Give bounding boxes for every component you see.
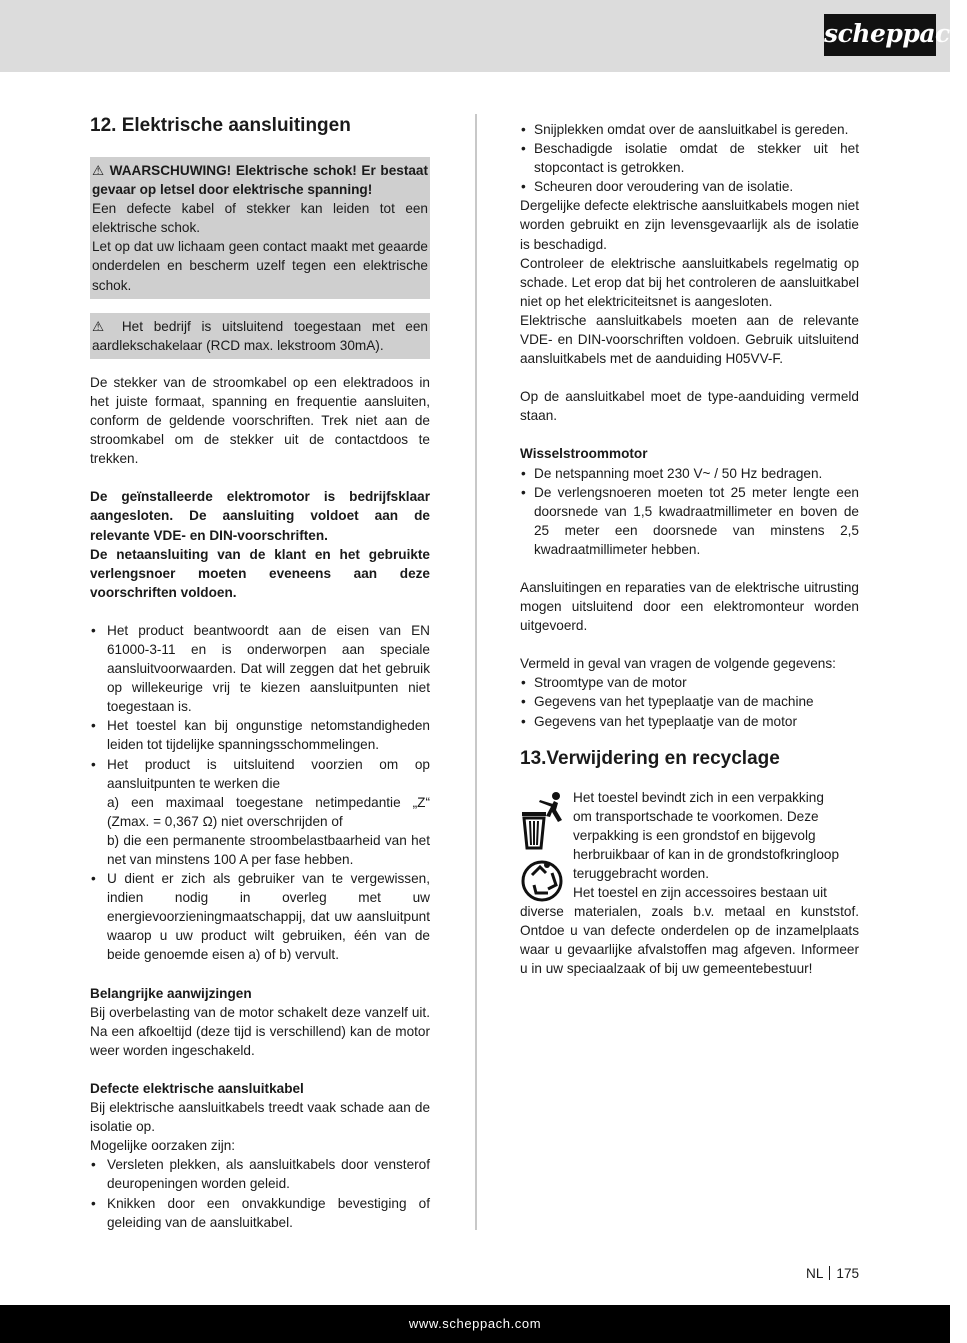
warning-box-electric-shock bbox=[90, 157, 430, 299]
warning-rcd-text: ⚠ Het bedrijf is uitsluitend toegestaan met een aardlekschakelaar (RCD max. lekstroom 30mA). bbox=[92, 318, 428, 353]
list-item: • Het product is uitsluitend voorzien om op aansluitpunten te werken die a) een maximaal toegestane netimpedantie „Z“ (Zmax. = 0,367 Ω) niet overschrijden of b) die een permanente stroombelastbaarheid van het net van minstens 100 A per fase hebben. bbox=[90, 755, 430, 870]
recycling-block bbox=[520, 788, 859, 979]
trash-bin-icon bbox=[520, 790, 566, 850]
section-title-recycling: 13.Verwijdering en recyclage bbox=[520, 747, 780, 769]
list-item: • Stroomtype van de motor bbox=[520, 673, 859, 692]
recycle-icon bbox=[520, 859, 566, 903]
causes-list-continued bbox=[520, 120, 859, 196]
section-title-electrical: 12. Elektrische aansluitingen bbox=[90, 115, 351, 136]
paragraph-causes: Mogelijke oorzaken zijn: bbox=[90, 1138, 236, 1154]
paragraph-cable-damage: Bij elektrische aansluitkabels treedt vaak schade aan de isolatie op. bbox=[90, 1100, 430, 1135]
recycle-line: herbruikbaar of kan in de grondstofkringloop bbox=[573, 846, 840, 862]
left-column bbox=[90, 114, 430, 1232]
website-url: www.scheppach.com bbox=[408, 1316, 542, 1331]
list-item: • Versleten plekken, als aansluitkabels door vensterof deuropeningen worden geleid. bbox=[90, 1155, 430, 1193]
page-number-value: 175 bbox=[836, 1266, 860, 1281]
subheading-ac-motor: Wisselstroommotor bbox=[520, 446, 648, 462]
list-item: • Knikken door een onvakkundige bevestiging of geleiding van de aansluitkabel. bbox=[90, 1194, 430, 1232]
motor-list bbox=[520, 464, 859, 559]
column-divider bbox=[475, 114, 477, 1230]
paragraph-info: Vermeld in geval van vragen de volgende gegevens: bbox=[520, 656, 836, 672]
list-item: • U dient er zich als gebruiker van te vergewissen, indien nodig in overleg met uw energievoorzieningmaatschappij, dat uw aansluitpunt waarop u uw product wilt gebruiken, één van de beide genoemde eisen a) of b) vervult. bbox=[90, 869, 430, 964]
condition-a: a) een maximaal toegestane netimpedantie „Z“ (Zmax. = 0,367 Ω) niet overschrijden of bbox=[107, 794, 430, 829]
subheading-defective-cable: Defecte elektrische aansluitkabel bbox=[90, 1080, 304, 1096]
list-item: • De verlengsnoeren moeten tot 25 meter lengte een doorsnede van 1,5 kwadraatmillimeter en boven de 25 meter een doorsnede van minstens 2,5 kwadraatmillimeter hebben. bbox=[520, 483, 859, 559]
info-list bbox=[520, 673, 859, 730]
recycle-line: verpakking is een grondstof en bijgevolg bbox=[573, 827, 816, 843]
recycle-line: teruggebracht worden. bbox=[573, 866, 710, 881]
header-bar bbox=[0, 0, 967, 72]
paragraph-dangerous: Dergelijke defecte elektrische aansluitkabels mogen niet worden gebruikt en zijn levensgevaarlijk als de isolatie is beschadigd. bbox=[520, 198, 859, 252]
warning-heading: ⚠ WAARSCHUWING! Elektrische schok! Er bestaat gevaar op letsel door elektrische spanning! bbox=[92, 163, 428, 198]
recycle-line: Het toestel bevindt zich in een verpakking bbox=[573, 789, 824, 805]
recycle-line: om transportschade te voorkomen. Deze bbox=[573, 808, 819, 824]
causes-list bbox=[90, 1155, 430, 1231]
recycle-line: Het toestel en zijn accessoires bestaan uit bbox=[573, 885, 827, 901]
warning-box-rcd bbox=[90, 313, 430, 359]
list-item: • Scheuren door veroudering van de isolatie. bbox=[520, 177, 859, 196]
list-item: • De netspanning moet 230 V~ / 50 Hz bedragen. bbox=[520, 464, 859, 483]
bold-paragraph-customer: De netaansluiting van de klant en het gebruikte verlengsnoer moeten eveneens aan deze voorschriften voldoen. bbox=[90, 546, 430, 600]
footer-bar bbox=[0, 1305, 950, 1343]
bold-paragraph-motor: De geïnstalleerde elektromotor is bedrijfsklaar aangesloten. De aansluiting voldoet aan de relevante VDE- en DIN-voorschriften. bbox=[90, 489, 430, 543]
warning-text-1: Een defecte kabel of stekker kan leiden tot een elektrische schok. bbox=[92, 201, 428, 236]
recycling-icons bbox=[520, 790, 566, 908]
list-item: • Snijplekken omdat over de aansluitkabel is gereden. bbox=[520, 120, 859, 139]
warning-text-2: Let op dat uw lichaam geen contact maakt met geaarde onderdelen en bescherm uzelf tegen een elektrische schok. bbox=[92, 239, 428, 293]
paragraph-check: Controleer de elektrische aansluitkabels regelmatig op schade. Let erop dat bij het controleren de aansluitkabel niet op het elektriciteitsnet is aangesloten. bbox=[520, 255, 859, 309]
brand-logo: scheppach bbox=[824, 14, 936, 56]
paragraph-repairs: Aansluitingen en reparaties van de elektrische uitrusting mogen uitsluitend door een elektromonteur worden uitgevoerd. bbox=[520, 579, 859, 634]
list-item: • Gegevens van het typeplaatje van de machine bbox=[520, 692, 859, 711]
requirements-list bbox=[90, 621, 430, 965]
condition-b: b) die een permanente stroombelastbaarheid van het net van minstens 100 A per fase hebben. bbox=[107, 832, 430, 867]
language-code: NL bbox=[806, 1266, 824, 1281]
recycle-paragraph: diverse materialen, zoals b.v. metaal en kunststof. Ontdoe u van defecte onderdelen op de inzamelplaats waar u gevaarlijke afvalstoffen mag afgeven. Informeer u in uw speciaalzaak of bij uw gemeentebestuur! bbox=[520, 904, 859, 977]
paragraph-type-label: Op de aansluitkabel moet de type-aanduiding vermeld staan. bbox=[520, 389, 859, 424]
list-item: • Het toestel kan bij ongunstige netomstandigheden leiden tot tijdelijke spanningsschommelingen. bbox=[90, 716, 430, 754]
paragraph-plug: De stekker van de stroomkabel op een elektradoos in het juiste formaat, spanning en frequentie aansluiten, conform de geldende voorschriften. Trek niet aan de stroomkabel om de stekker uit de contactdoos te trekken. bbox=[90, 374, 430, 467]
paragraph-overload: Bij overbelasting van de motor schakelt deze vanzelf uit. Na een afkoeltijd (deze tijd is verschillend) kan de motor weer worden ingeschakeld. bbox=[90, 1004, 430, 1058]
list-item: • Beschadigde isolatie omdat de stekker uit het stopcontact is getrokken. bbox=[520, 139, 859, 177]
right-column bbox=[520, 120, 859, 979]
page-number bbox=[806, 1264, 859, 1283]
subheading-important-notes: Belangrijke aanwijzingen bbox=[90, 985, 252, 1001]
paragraph-standards: Elektrische aansluitkabels moeten aan de relevante VDE- en DIN-voorschriften voldoen. Gebruik uitsluitend aansluitkabels met de aanduiding H05VV-F. bbox=[520, 312, 859, 367]
list-item: • Het product beantwoordt aan de eisen van EN 61000-3-11 en is onderworpen aan speciale aansluitvoorwaarden. Dat will zeggen dat het gebruik op willekeurige vrij te kiezen aansluitpunten niet toegestaan is. bbox=[90, 621, 430, 716]
list-item: • Gegevens van het typeplaatje van de motor bbox=[520, 712, 859, 731]
